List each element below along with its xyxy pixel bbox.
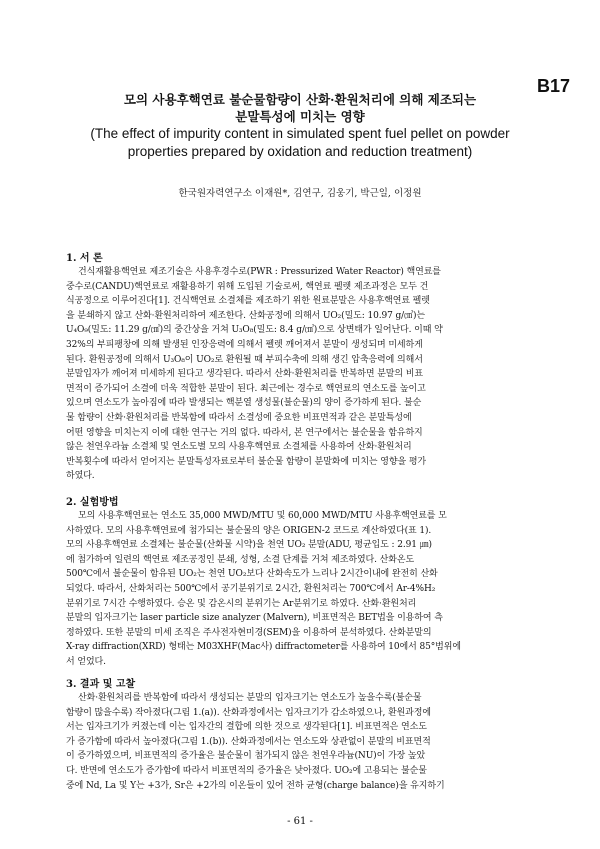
paragraph-line: 식공정으로 이루어진다[1]. 건식핵연료 소결체를 제조하기 위한 원료분말은 사용후핵연료 펠렛	[66, 296, 430, 307]
author-line: 한국원자력연구소 이재원*, 김연구, 김웅기, 박근일, 이정원	[178, 188, 422, 199]
paragraph-line: 에 첨가하여 일련의 핵연료 제조공정인 분쇄, 성형, 소결 단계를 거쳐 제조하였다. 산화온도	[66, 554, 415, 565]
paragraph-line: 되었다. 따라서, 산화처리는 500℃에서 공기분위기로 2시간, 환원처리는 700℃에서 Ar-4%H₂	[66, 583, 436, 594]
paragraph-line: 분위기로 7시간 수행하였다. 승온 및 감온시의 분위기는 Ar분위기로 하였다. 산화·환원처리	[66, 598, 417, 609]
paragraph-line: 된다. 환원공정에 의해서 U₃O₈이 UO₂로 환원될 때 부피수축에 의해 생긴 압축응력에 의해서	[66, 354, 423, 365]
paragraph-line: 산화·환원처리를 반복함에 따라서 생성되는 분말의 입자크기는 연소도가 높을수록(불순물	[78, 693, 422, 703]
paragraph-line: 사하였다. 모의 사용후핵연료에 첨가되는 불순물의 양은 ORIGEN-2 코드로 계산하였다(표 1).	[66, 525, 432, 536]
paragraph-line: 다. 반면에 연소도가 증가함에 따라서 비표면적의 증가율은 낮아졌다. UO₂에 고용되는 불순물	[66, 765, 427, 776]
english-title-line-1: (The effect of impurity content in simulated spent fuel pellet on powder	[90, 126, 510, 141]
korean-title-line-2: 분말특성에 미치는 영향	[235, 109, 365, 124]
section-body-introduction	[66, 265, 538, 484]
korean-title-line-1: 모의 사용후핵연료 불순물함량이 산화·환원처리에 의해 제조되는	[123, 92, 477, 107]
paragraph-line: 중에 Nd, La 및 Y는 +3가, Sr은 +2가의 이온들이 있어 전하 균형(charge balance)을 유지하기	[66, 780, 445, 791]
paragraph-line: 반복횟수에 따라서 얻어지는 분말특성자료로부터 불순물 함량이 분말화에 미치는 영향을 평가	[66, 456, 427, 467]
paragraph-line: 있으며 연소도가 높아짐에 따라 발생되는 핵분열 생성물(불순물)의 양이 증가하게 된다. 불순	[66, 398, 422, 409]
english-title	[0, 125, 600, 161]
paragraph-line: 물 함량이 산화·환원처리를 반복함에 따라서 소결성에 중요한 비표면적과 같은 분말특성에	[66, 412, 412, 423]
paragraph-line: 함량이 많을수록) 작아졌다(그림 1.(a)). 산화과정에서는 입자크기가 감소하였으나, 환원과정에	[66, 707, 431, 718]
english-title-line-2: properties prepared by oxidation and reduction treatment)	[127, 144, 473, 159]
korean-title	[0, 91, 600, 125]
paragraph-line: 이 증가하였으며, 비표면적의 증가율은 불순물이 첨가되지 않은 천연우라늄(NU)이 가장 높았	[66, 751, 426, 762]
paragraph-line: 모의 사용후핵연료는 연소도 35,000 MWD/MTU 및 60,000 MWD/MTU 사용후핵연료를 모	[78, 511, 447, 521]
paragraph-line: 분말의 입자크기는 laser particle size analyzer (Malvern), 비표면적은 BET법을 이용하여 측	[66, 613, 443, 624]
paragraph-line: X-ray diffraction(XRD) 형태는 M03XHF(Mac사) diffractometer를 사용하여 10에서 85°범위에	[66, 642, 461, 653]
paragraph-line: 하였다.	[66, 471, 95, 482]
page-number: - 61 -	[287, 816, 313, 827]
section-heading-introduction: 1. 서 론	[66, 253, 103, 264]
section-body-results	[66, 691, 538, 793]
section-heading-methods: 2. 실험방법	[66, 497, 119, 508]
paragraph-line: 분말입자가 깨어져 미세하게 된다고 생각된다. 따라서 산화·환원처리를 반복하면 분말의 비표	[66, 369, 423, 380]
paragraph-line: 건식재활용핵연료 제조기술은 사용후경수로(PWR : Pressurized Water Reactor) 핵연료를	[78, 267, 441, 277]
paragraph-line: 500℃에서 불순물이 함유된 UO₂는 천연 UO₂보다 산화속도가 느리나 2시간이내에 완전히 산화	[66, 569, 438, 580]
paragraph-line: 중수로(CANDU)핵연료로 재활용하기 위해 도입된 기술로써, 핵연료 펠렛 제조과정은 모두 건	[66, 281, 429, 292]
paragraph-line: 정하였다. 또한 분말의 미세 조직은 주사전자현미경(SEM)을 이용하여 분석하였다. 산화분말의	[66, 627, 432, 638]
paragraph-line: 어떤 영향을 미치는지 이에 대한 연구는 거의 없다. 따라서, 본 연구에서는 불순물을 함유하지	[66, 427, 423, 438]
section-heading-results: 3. 결과 및 고찰	[66, 679, 136, 690]
paragraph-line: 을 분쇄하지 않고 산화·환원처리하여 제조한다. 산화공정에 의해서 UO₂(밀도: 10.97 g/㎤)는	[66, 310, 425, 321]
page-code: B17	[536, 76, 570, 96]
paragraph-line: 32%의 부피팽창에 의해 발생된 인장응력에 의해서 펠렛 깨어져서 분말이 생성되며 미세하게	[66, 339, 423, 350]
paragraph-line: 서 얻었다.	[66, 656, 106, 667]
paragraph-line: 않은 천연우라늄 소결체 및 연소도별 모의 사용후핵연료 소결체를 사용하여 산화·환원처리	[66, 442, 412, 453]
paragraph-line: 모의 사용후핵연료 소결체는 불순물(산화물 시약)을 천연 UO₂ 분말(ADU, 평균입도 : 2.91 ㎛)	[66, 540, 432, 551]
paragraph-line: 면적이 증가되어 소결에 더욱 적합한 분말이 된다. 최근에는 경수로 핵연료의 연소도를 높이고	[66, 383, 426, 394]
paragraph-line: 가 증가함에 따라서 높아졌다(그림 1.(b)). 산화과정에서는 연소도와 상관없이 분말의 비표면적	[66, 736, 431, 747]
paragraph-line: U₄O₉(밀도: 11.29 g/㎤)의 중간상을 거쳐 U₃O₈(밀도: 8.4 g/㎤)으로 상변태가 일어난다. 이때 약	[66, 325, 443, 336]
paragraph-line: 서는 입자크기가 커졌는데 이는 입자간의 결합에 의한 것으로 생각된다[1]. 비표면적은 연소도	[66, 722, 427, 733]
section-body-methods	[66, 509, 538, 670]
